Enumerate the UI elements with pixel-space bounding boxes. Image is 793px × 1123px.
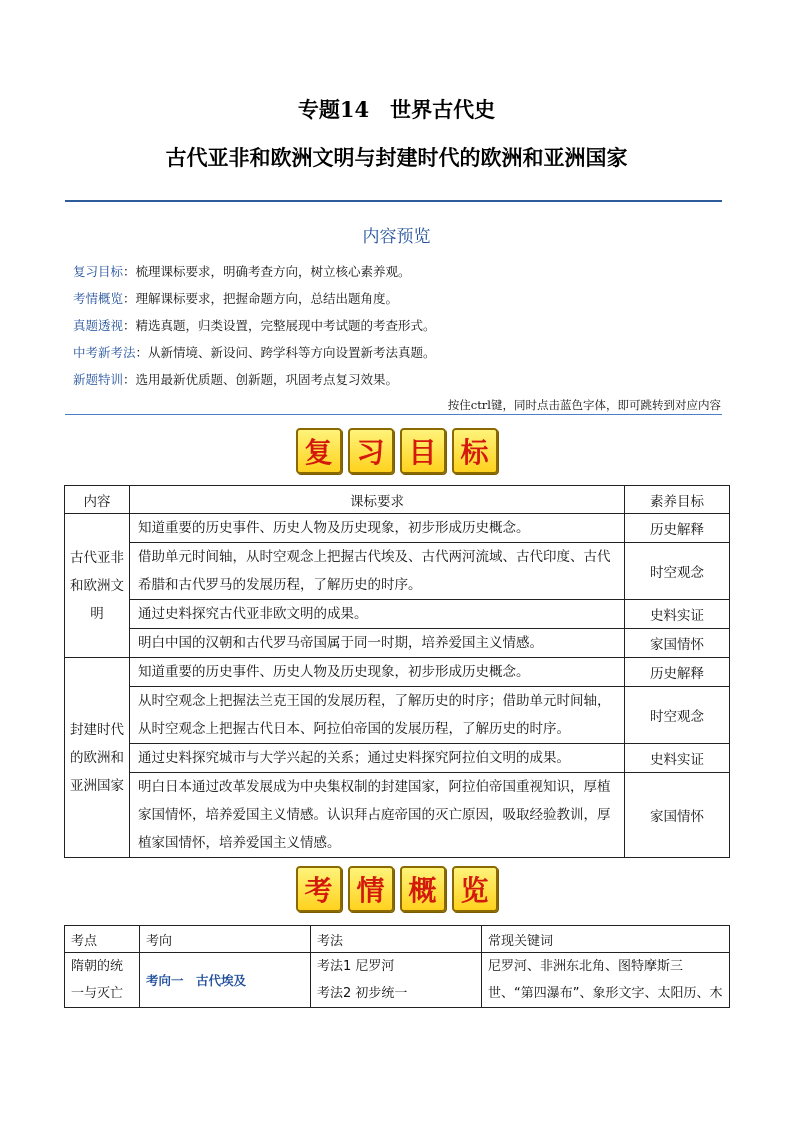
banner-char: 概 xyxy=(400,866,446,912)
table-row xyxy=(65,600,730,629)
table-row xyxy=(65,687,730,744)
header-point: 考点 xyxy=(65,926,140,953)
table-row xyxy=(65,658,730,687)
goal-cell: 历史解释 xyxy=(625,514,730,543)
requirement-cell: 通过史料探究古代亚非欧文明的成果。 xyxy=(130,600,625,629)
preview-item[interactable]: 新题特训：选用最新优质题、创新题，巩固考点复习效果。 xyxy=(73,372,399,387)
banner-char: 复 xyxy=(296,428,342,474)
preview-item[interactable]: 中考新考法：从新情境、新设问、跨学科等方向设置新考法真题。 xyxy=(73,345,436,360)
requirement-cell: 知道重要的历史事件、历史人物及历史现象，初步形成历史概念。 xyxy=(130,514,625,543)
goal-cell: 时空观念 xyxy=(625,687,730,744)
table-row xyxy=(65,744,730,773)
goal-cell: 家国情怀 xyxy=(625,773,730,858)
header-standard: 课标要求 xyxy=(130,486,625,514)
table-row xyxy=(65,953,730,1008)
goal-cell: 历史解释 xyxy=(625,658,730,687)
preview-title: 内容预览 xyxy=(362,227,431,247)
table-row xyxy=(65,514,730,543)
requirement-cell: 通过史料探究城市与大学兴起的关系；通过史料探究阿拉伯文明的成果。 xyxy=(130,744,625,773)
preview-item[interactable]: 真题透视：精选真题，归类设置，完整展现中考试题的考查形式。 xyxy=(73,318,436,333)
goal-cell: 史料实证 xyxy=(625,600,730,629)
banner-char: 目 xyxy=(400,428,446,474)
review-goals-table xyxy=(64,485,730,858)
requirement-cell: 知道重要的历史事件、历史人物及历史现象，初步形成历史概念。 xyxy=(130,658,625,687)
banner-char: 标 xyxy=(452,428,498,474)
requirement-cell: 明白日本通过改革发展成为中央集权制的封建国家，阿拉伯帝国重视知识，厚植家国情怀，培养爱国主义情感。认识拜占庭帝国的灭亡原因，吸取经验教训，厚植家国情怀，培养爱国主义情感。 xyxy=(130,773,625,858)
header-method: 考法 xyxy=(311,926,482,953)
preview-item[interactable]: 考情概览：理解课标要求，把握命题方向，总结出题角度。 xyxy=(73,291,399,306)
table-row xyxy=(65,629,730,658)
keywords-cell: 尼罗河、非洲东北角、图特摩斯三世、“第四瀑布”、象形文字、太阳历、木 xyxy=(482,953,730,1008)
hint-text: 按住ctrl键，同时点击蓝色字体，即可跳转到对应内容 xyxy=(447,398,721,412)
point-cell: 隋朝的统一与灭亡 xyxy=(65,953,140,1008)
requirement-cell: 借助单元时间轴，从时空观念上把握古代埃及、古代两河流域、古代印度、古代希腊和古代罗马的发展历程，了解历史的时序。 xyxy=(130,543,625,600)
banner-char: 考 xyxy=(296,866,342,912)
method-cell xyxy=(311,953,482,1008)
header-literacy: 素养目标 xyxy=(625,486,730,514)
goal-cell: 时空观念 xyxy=(625,543,730,600)
table-header-row xyxy=(65,926,730,953)
method-item: 考法2 初步统一 xyxy=(317,986,408,1001)
table-row xyxy=(65,773,730,858)
review-goals-banner xyxy=(0,428,793,474)
header-content: 内容 xyxy=(65,486,130,514)
category-cell: 古代亚非和欧洲文明 xyxy=(65,514,130,658)
page-title: 专题14 世界古代史 xyxy=(297,97,496,122)
divider xyxy=(65,414,722,415)
divider xyxy=(65,200,722,202)
table-row xyxy=(65,543,730,600)
table-header-row xyxy=(65,486,730,514)
method-item: 考法1 尼罗河 xyxy=(317,959,395,974)
banner-char: 情 xyxy=(348,866,394,912)
header-keywords: 常现关键词 xyxy=(482,926,730,953)
requirement-cell: 明白中国的汉朝和古代罗马帝国属于同一时期，培养爱国主义情感。 xyxy=(130,629,625,658)
exam-overview-banner xyxy=(0,866,793,912)
direction-link[interactable]: 考向一 古代埃及 xyxy=(140,953,311,1008)
banner-char: 习 xyxy=(348,428,394,474)
page-subtitle: 古代亚非和欧洲文明与封建时代的欧洲和亚洲国家 xyxy=(165,145,628,170)
banner-char: 览 xyxy=(452,866,498,912)
header-direction: 考向 xyxy=(140,926,311,953)
requirement-cell: 从时空观念上把握法兰克王国的发展历程，了解历史的时序；借助单元时间轴，从时空观念上把握古代日本、阿拉伯帝国的发展历程，了解历史的时序。 xyxy=(130,687,625,744)
category-cell: 封建时代的欧洲和亚洲国家 xyxy=(65,658,130,858)
exam-overview-table xyxy=(64,925,730,1008)
goal-cell: 家国情怀 xyxy=(625,629,730,658)
preview-item[interactable]: 复习目标：梳理课标要求，明确考查方向，树立核心素养观。 xyxy=(73,264,411,279)
goal-cell: 史料实证 xyxy=(625,744,730,773)
